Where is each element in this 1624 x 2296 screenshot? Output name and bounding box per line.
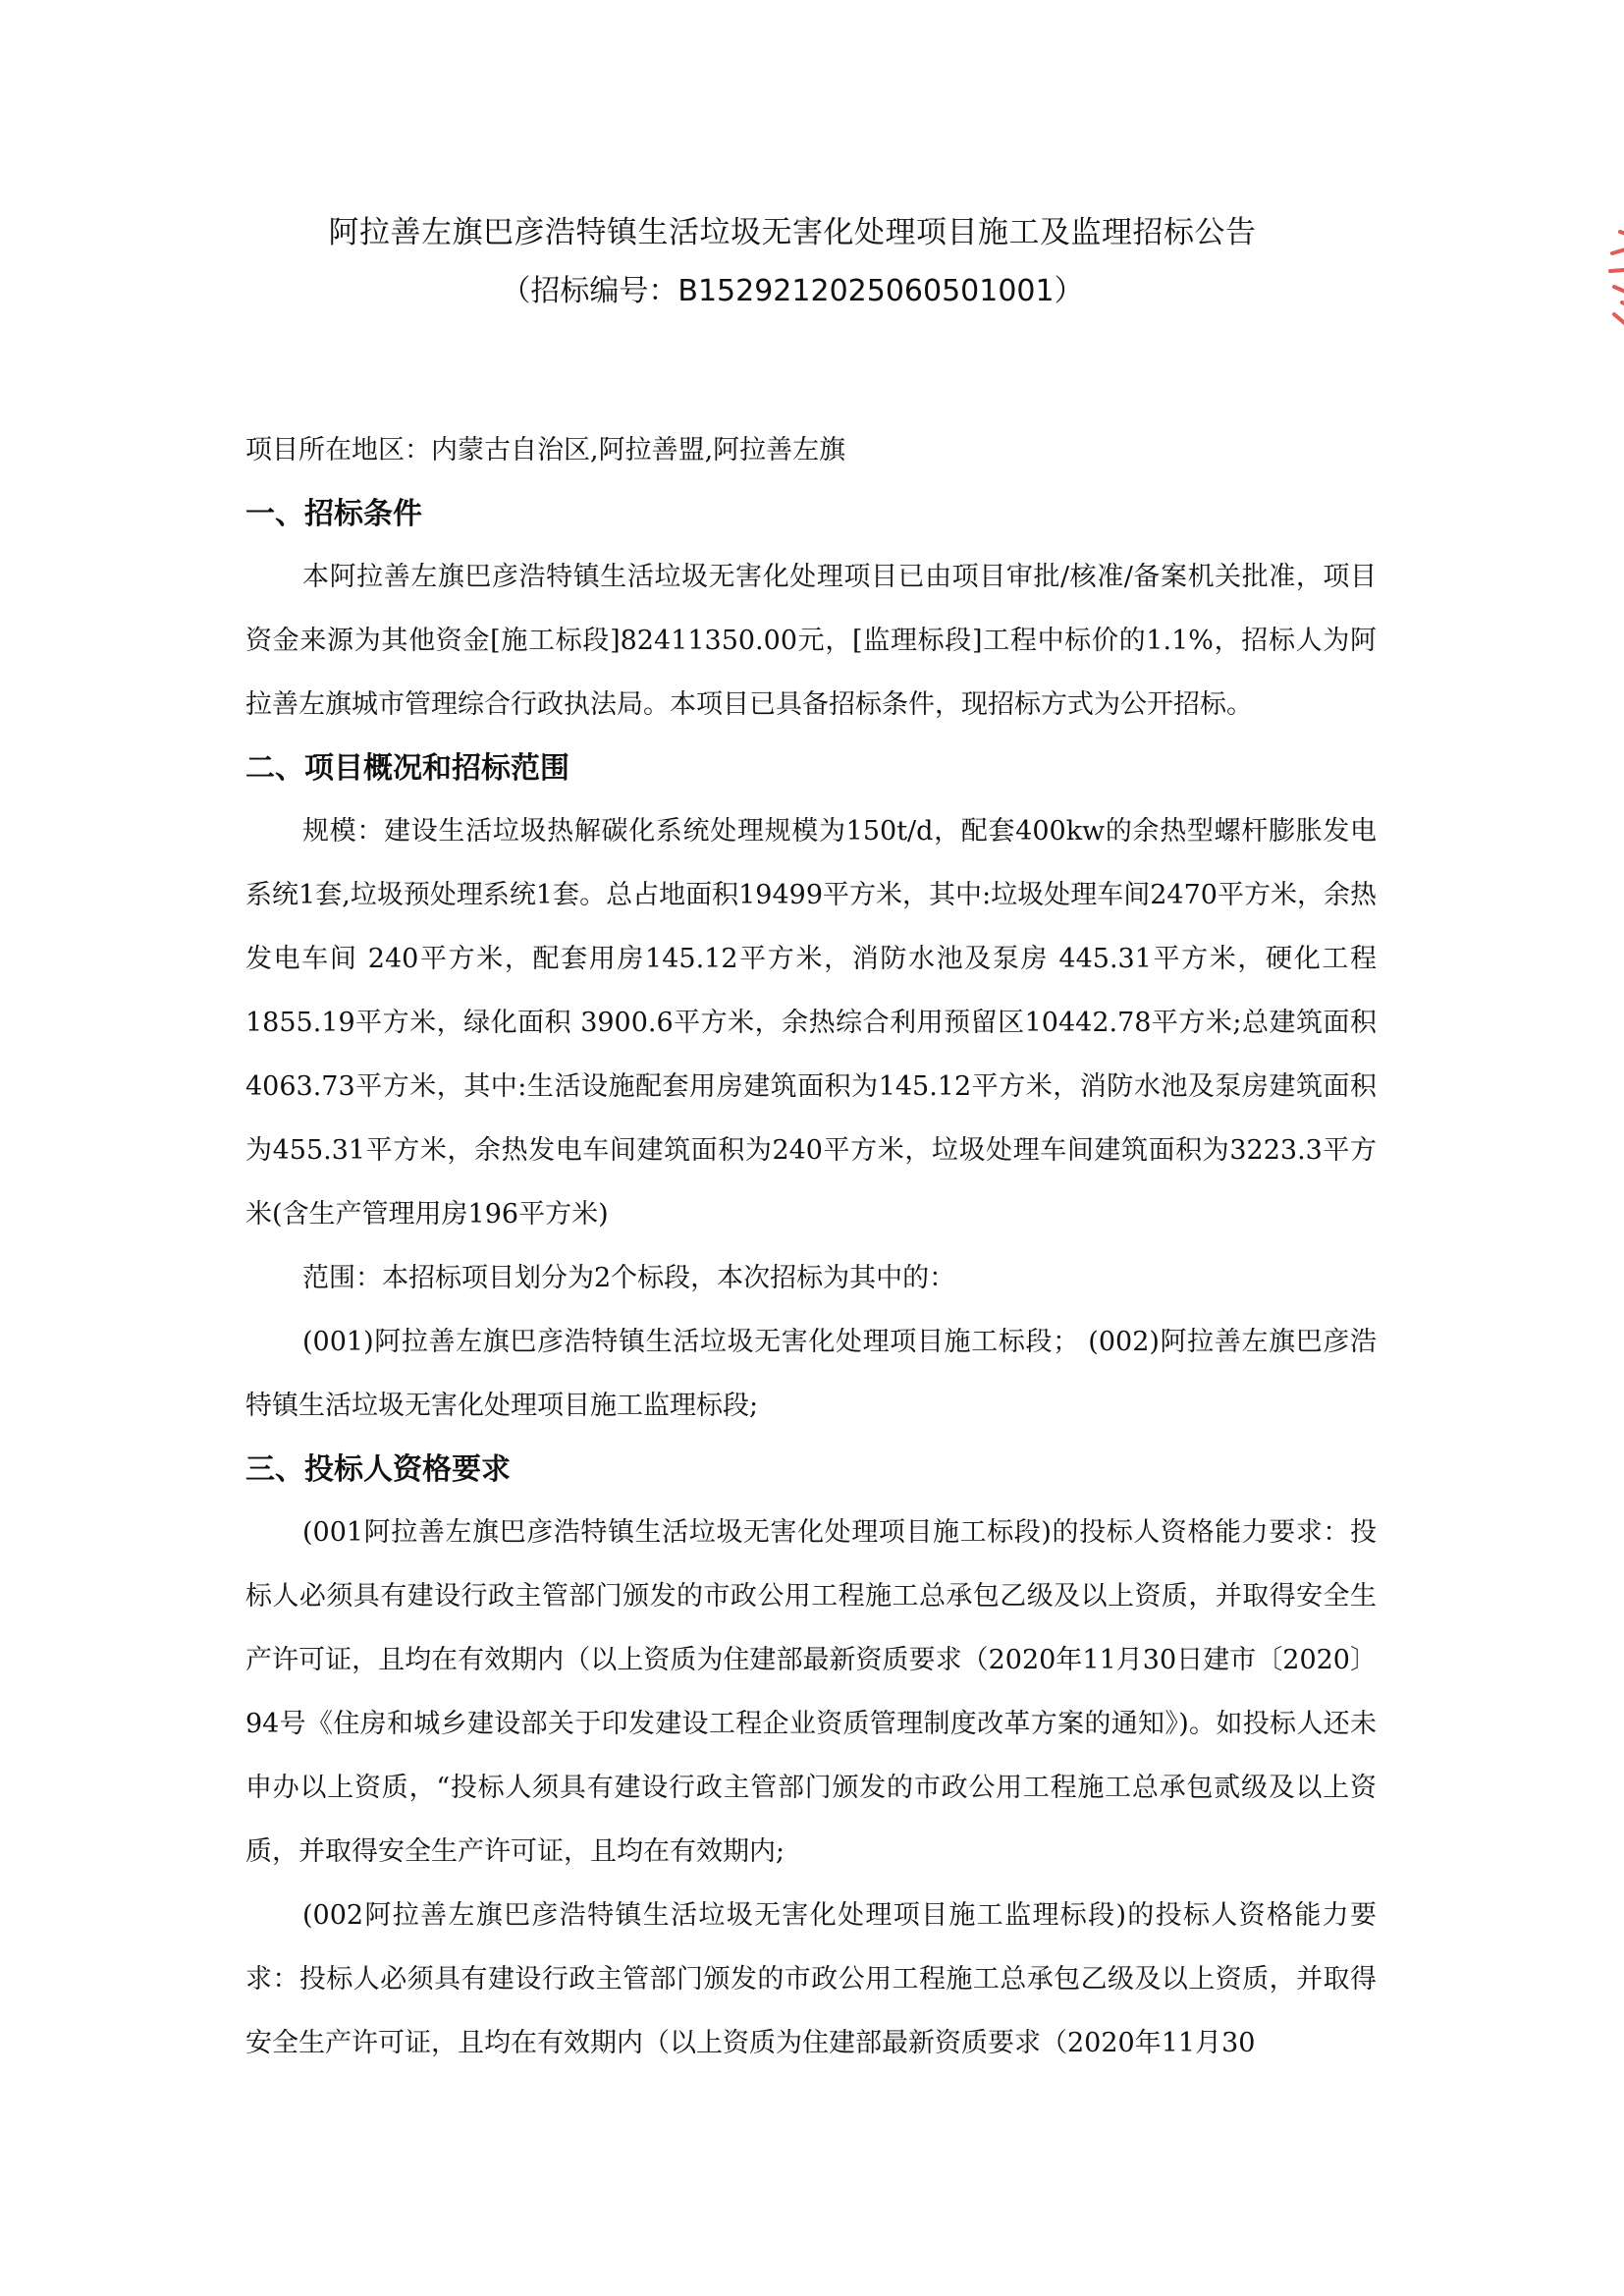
conditions-paragraph: 本阿拉善左旗巴彦浩特镇生活垃圾无害化处理项目已由项目审批/核准/备案机关批准，项目资金来源为其他资金[施工标段]82411350.00元，[监理标段]工程中标价的1.1%，招标人为阿拉善左旗城市管理综合行政执法局。本项目已具备招标条件，现招标方式为公开招标。 xyxy=(245,562,1377,720)
section-heading-overview: 二、项目概况和招标范围 xyxy=(245,751,569,786)
document-body xyxy=(245,418,1377,2075)
project-location: 项目所在地区：内蒙古自治区,阿拉善盟,阿拉善左旗 xyxy=(245,435,846,465)
scope-paragraph: 范围：本招标项目划分为2个标段，本次招标为其中的： xyxy=(302,1263,956,1293)
document-title: 阿拉善左旗巴彦浩特镇生活垃圾无害化处理项目施工及监理招标公告 xyxy=(328,215,1257,250)
tender-number: （招标编号：B1529212025060501001） xyxy=(501,274,1084,308)
official-seal xyxy=(1593,192,1624,369)
scale-paragraph: 规模：建设生活垃圾热解碳化系统处理规模为150t/d，配套400kw的余热型螺杆膨胀发电系统1套,垃圾预处理系统1套。总占地面积19499平方米，其中:垃圾处理车间2470平方米，余热发电车间 240平方米，配套用房145.12平方米，消防水池及泵房 445.31平方米，硬化工程 1855.19平方米，绿化面积 3900.6平方米，余热综合利用预留区10442.78平方米;总建筑面积4063.73平方米，其中:生活设施配套用房建筑面积为145.12平方米，消防水池及泵房建筑面积为455.31平方米，余热发电车间建筑面积为240平方米，垃圾处理车间建筑面积为3223.3平方米(含生产管理用房196平方米) xyxy=(245,816,1377,1230)
lots-paragraph: (001)阿拉善左旗巴彦浩特镇生活垃圾无害化处理项目施工标段； (002)阿拉善左旗巴彦浩特镇生活垃圾无害化处理项目施工监理标段; xyxy=(245,1327,1377,1421)
qualification-lot2-paragraph: (002阿拉善左旗巴彦浩特镇生活垃圾无害化处理项目施工监理标段)的投标人资格能力要求：投标人必须具有建设行政主管部门颁发的市政公用工程施工总承包乙级及以上资质，并取得安全生产许可证，且均在有效期内（以上资质为住建部最新资质要求（2020年11月30 xyxy=(245,1900,1377,2058)
section-heading-conditions: 一、招标条件 xyxy=(245,497,422,531)
section-heading-qualifications: 三、投标人资格要求 xyxy=(245,1452,511,1487)
title-block xyxy=(0,208,1624,316)
qualification-lot1-paragraph: (001阿拉善左旗巴彦浩特镇生活垃圾无害化处理项目施工标段)的投标人资格能力要求：投标人必须具有建设行政主管部门颁发的市政公用工程施工总承包乙级及以上资质，并取得安全生产许可证，且均在有效期内（以上资质为住建部最新资质要求（2020年11月30日建市〔2020〕94号《住房和城乡建设部关于印发建设工程企业资质管理制度改革方案的通知》)。如投标人还未申办以上资质，“投标人须具有建设行政主管部门颁发的市政公用工程施工总承包贰级及以上资质，并取得安全生产许可证，且均在有效期内; xyxy=(245,1517,1377,1867)
